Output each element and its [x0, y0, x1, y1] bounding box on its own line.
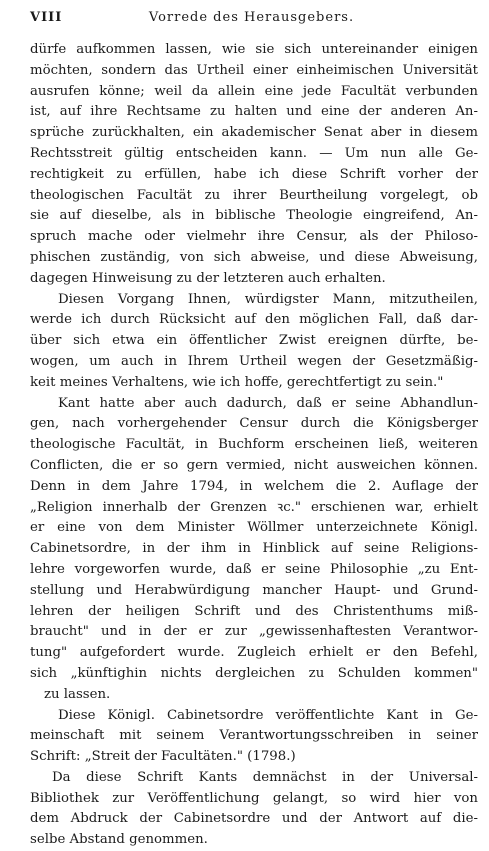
- text-line: sprüche zurückhalten, ein akademischer Senat aber in diesem: [30, 125, 478, 141]
- page-number: VIII: [30, 10, 63, 25]
- text-line: lehre vorgeworfen wurde, daß er seine Philosophie „zu Ent-: [30, 561, 478, 577]
- text-line: phischen zuständig, von sich abweise, und diese Abweisung,: [30, 249, 478, 265]
- text-line: ist, auf ihre Rechtsame zu halten und eine der anderen An-: [30, 104, 478, 120]
- text-line: Kant hatte aber auch dadurch, daß er seine Abhandlun-: [58, 395, 478, 411]
- text-line: über sich etwa ein öffentlicher Zwist ereignen dürfte, be-: [30, 333, 478, 349]
- text-line: keit meines Verhaltens, wie ich hoffe, gerechtfertigt zu sein.": [30, 374, 444, 390]
- text-line: sie auf dieselbe, als in biblische Theologie eingreifend, An-: [30, 208, 478, 224]
- text-line: theologischen Facultät zu ihrer Beurtheilung vorgelegt, ob: [30, 187, 478, 203]
- text-line: theologische Facultät, in Buchform erscheinen ließ, weiteren: [30, 437, 478, 453]
- text-line: Rechtsstreit gültig entscheiden kann. — Um nun alle Ge-: [30, 145, 478, 161]
- text-line: möchten, sondern das Urtheil einer einheimischen Universität: [30, 62, 478, 78]
- text-line: Da diese Schrift Kants demnächst in der Universal-: [52, 769, 478, 785]
- text-line: werde ich durch Rücksicht auf den möglichen Fall, daß dar-: [30, 312, 478, 328]
- text-line: tung" aufgefordert wurde. Zugleich erhielt er den Befehl,: [30, 645, 478, 661]
- text-line: dem Abdruck der Cabinetsordre und der Antwort auf die-: [30, 811, 478, 827]
- text-line: Cabinetsordre, in der ihm in Hinblick auf seine Religions-: [30, 541, 478, 557]
- text-line: ausrufen könne; weil da allein eine jede Facultät verbunden: [30, 83, 478, 99]
- text-line: zu lassen.: [44, 686, 111, 702]
- text-line: dürfe aufkommen lassen, wie sie sich untereinander einigen: [30, 42, 478, 57]
- text-line: rechtigkeit zu erfüllen, habe ich diese Schrift vorher der: [30, 166, 478, 182]
- text-line: lehren der heiligen Schrift und des Christenthums miß-: [30, 603, 478, 619]
- text-line: meinschaft mit seinem Verantwortungsschreiben in seiner: [30, 728, 478, 744]
- running-title: Vorrede des Herausgebers.: [148, 10, 355, 25]
- text-line: Diesen Vorgang Ihnen, würdigster Mann, mitzutheilen,: [58, 291, 478, 307]
- body-text: [30, 40, 478, 851]
- text-line: stellung und Herabwürdigung mancher Haupt- und Grund-: [30, 582, 478, 598]
- text-line: sich „künftighin nichts dergleichen zu Schulden kommen": [30, 665, 478, 681]
- text-line: Bibliothek zur Veröffentlichung gelangt, so wird hier von: [30, 790, 478, 806]
- page-header: [30, 10, 473, 32]
- text-line: gen, nach vorhergehender Censur durch die Königsberger: [30, 416, 478, 432]
- text-line: Diese Königl. Cabinetsordre veröffentlichte Kant in Ge-: [58, 707, 478, 723]
- text-line: er eine von dem Minister Wöllmer unterzeichnete Königl.: [30, 520, 478, 536]
- text-line: Schrift: „Streit der Facultäten." (1798.): [30, 749, 296, 765]
- text-line: wogen, um auch in Ihrem Urtheil wegen der Gesetzmäßig-: [30, 353, 478, 369]
- text-line: „Religion innerhalb der Grenzen ꝛc." erschienen war, erhielt: [30, 499, 478, 515]
- text-line: selbe Abstand genommen.: [30, 832, 208, 848]
- text-line: spruch mache oder vielmehr ihre Censur, als der Philoso-: [30, 229, 478, 245]
- text-line: dagegen Hinweisung zu der letzteren auch erhalten.: [30, 270, 386, 286]
- text-line: Denn in dem Jahre 1794, in welchem die 2. Auflage der: [30, 478, 478, 494]
- text-line: Conflicten, die er so gern vermied, nicht ausweichen können.: [30, 457, 478, 473]
- text-line: braucht" und in der er zur „gewissenhaftesten Verantwor-: [30, 624, 478, 640]
